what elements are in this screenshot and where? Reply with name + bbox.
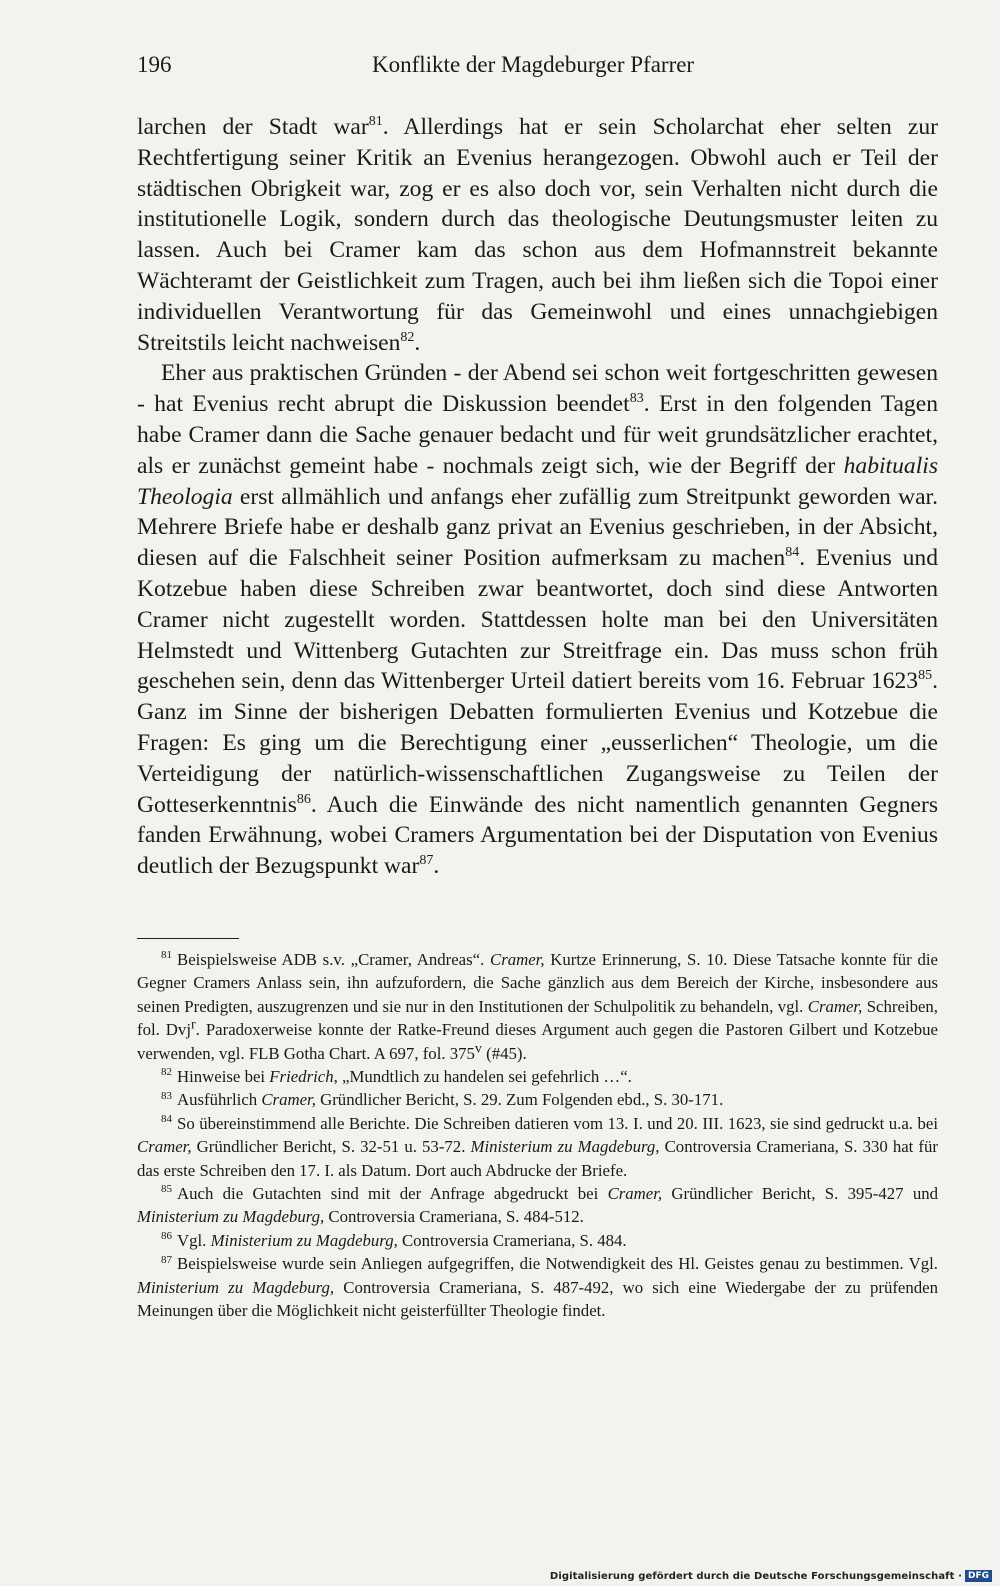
text-run: , „Mundtlich zu handelen sei gefehrlich …“. — [333, 1067, 632, 1087]
superscript: v — [474, 1041, 482, 1057]
text-run: Controversia Crameriana, S. 484-512. — [324, 1207, 584, 1227]
text-run: larchen der Stadt war — [137, 114, 369, 140]
footnote — [137, 1112, 938, 1182]
footnote — [137, 1182, 938, 1229]
footnote — [137, 1229, 938, 1252]
text-run: Gründlicher Bericht, S. 29. Zum Folgenden ebd., S. 30-171. — [315, 1090, 724, 1110]
footnote-number: 87 — [161, 1253, 172, 1266]
text-run: erst allmählich und anfangs eher zufällig zum Streitpunkt geworden war. Mehrere Briefe habe er deshalb ganz privat an Evenius geschrieben, in der Absicht, diesen auf die Falschheit seiner Position aufmerksam zu machen — [137, 483, 938, 572]
footnote — [137, 1065, 938, 1088]
footnote-number: 82 — [161, 1066, 172, 1079]
text-run: So übereinstimmend alle Berichte. Die Schreiben datieren vom 13. I. und 20. III. 1623, sie sind gedruckt u.a. bei — [177, 1113, 938, 1133]
text-run: Eher aus praktischen Gründen - der Abend sei schon weit fortgeschritten gewesen - hat Evenius recht abrupt die Diskussion beendet — [137, 360, 938, 418]
text-run: Kurtze Erinnerung, S. 10. Diese Tatsache konnte für die Gegner Cramers Anlass sein, ihn aufzufordern, die Sache gänzlich aus dem Bereich der Kirche, insbesondere aus seinen Predigten, auszugrenzen und sie nur in den Institutionen der Schulpolitik zu behandeln, vgl. — [137, 950, 938, 1016]
footnotes — [137, 948, 938, 1323]
page-number: 196 — [137, 52, 172, 77]
text-run: Schreiben, fol. Dvj — [137, 996, 938, 1040]
text-run: Hinweise bei — [177, 1067, 270, 1087]
superscript: r — [190, 1017, 196, 1033]
text-run: . — [414, 329, 421, 356]
footnote-number: 81 — [161, 949, 172, 962]
text-run: Controversia Crameriana, S. 330 hat für das erste Schreiben den 17. I. als Datum. Dort auch Abdrucke der Briefe. — [137, 1137, 938, 1180]
text-run: (#45). — [481, 1043, 527, 1063]
footnote-reference[interactable]: 81 — [368, 114, 383, 130]
text-run: . Paradoxerweise konnte der Ratke-Freund dieses Argument auch gegen die Pastoren Gilbert und Kotzebue verwenden, vgl. FLB Gotha Chart. A 697, fol. 375 — [137, 1020, 938, 1063]
text-run: Controversia Crameriana, S. 487-492, wo sich eine Wiedergabe der zu prüfenden Meinungen über die Möglichkeit nicht geisterfüllter Theologie findet. — [137, 1277, 938, 1321]
text-run: Beispielsweise ADB s.v. „Cramer, Andreas“. — [177, 950, 490, 969]
text-run: . Evenius und Kotzebue haben diese Schreiben zwar beantwortet, doch sind diese Antworten Cramer nicht zugestellt worden. Stattdessen holte man bei den Universitäten Helmstedt und Wittenberg Gutachten zur Streitfrage ein. Das muss schon früh geschehen sein, denn das Wittenberger Urteil datiert bereits vom 16. Februar 1623 — [137, 545, 938, 695]
text-run: Beispielsweise wurde sein Anliegen aufgegriffen, die Notwendigkeit des Hl. Geistes genau zu bestimmen. Vgl. — [177, 1254, 938, 1274]
paragraph — [137, 112, 938, 358]
italic-author: Friedrich — [269, 1067, 334, 1087]
italic-author: Cramer, — [807, 996, 863, 1016]
italic-author: Ministerium zu Magdeburg, — [137, 1207, 325, 1227]
text-run: . — [433, 853, 440, 880]
italic-author: Ministerium zu Magdeburg, — [470, 1137, 660, 1157]
footer-credit-bar — [550, 1569, 992, 1583]
footnote-number: 84 — [161, 1113, 172, 1126]
italic-author: Ministerium zu Magdeburg, — [210, 1230, 398, 1250]
footnote — [137, 1252, 938, 1322]
text-run: Ausführlich — [177, 1090, 262, 1110]
text-run: . Erst in den folgenden Tagen habe Cramer dann die Sache genauer bedacht und für weit grundsätzlicher erachtet, als er zunächst gemeint habe - nochmals zeigt sich, wie der Begriff der — [137, 391, 939, 479]
text-run: Vgl. — [177, 1230, 211, 1250]
footnote-number: 83 — [161, 1089, 172, 1102]
text-run: . Ganz im Sinne der bisherigen Debatten formulierten Evenius und Kotzebue die Fragen: Es ging um die Berechtigung einer „eusserlichen“ Theologie, um die Verteidigung der natürlich-wissenschaftlichen Zugangsweise zu Teilen der Gotteserkenntnis — [137, 668, 938, 818]
text-run: Gründlicher Bericht, S. 32-51 u. 53-72. — [191, 1137, 471, 1157]
footnote-number: 86 — [161, 1230, 172, 1243]
main-text — [137, 112, 938, 882]
italic-author: Cramer, — [607, 1184, 663, 1204]
text-run: Controversia Crameriana, S. 484. — [397, 1230, 627, 1250]
footnote-reference[interactable]: 83 — [629, 391, 644, 407]
footnote-reference[interactable]: 82 — [400, 329, 415, 345]
text-run: . Allerdings hat er sein Scholarchat eher selten zur Rechtfertigung seiner Kritik an Evenius herangezogen. Obwohl auch er Teil der städtischen Obrigkeit war, zog er es also doch vor, sein Verhalten nicht durch die institutionelle Logik, sondern durch das theologische Deutungsmuster leiten zu lassen. Auch bei Cramer kam das schon aus dem Hofmannstreit bekannte Wächteramt der Geistlichkeit zum Tragen, auch bei ihm ließen sich die Topoi einer individuellen Verantwortung für das Gemeinwohl und eines unnachgiebigen Streitstils leicht nachweisen — [137, 114, 938, 356]
paragraph — [137, 358, 938, 882]
running-title: Konflikte der Magdeburger Pfarrer — [372, 52, 695, 77]
italic-author: Cramer, — [137, 1137, 192, 1157]
italic-term: habitualis Theologia — [137, 452, 938, 510]
footnote-reference[interactable]: 84 — [785, 545, 800, 561]
text-run: Gründlicher Bericht, S. 395-427 und — [662, 1184, 938, 1204]
footnote — [137, 1088, 938, 1111]
digitization-credit: Digitalisierung gefördert durch die Deutsche Forschungsgemeinschaft · — [549, 1570, 962, 1582]
footnote-reference[interactable]: 86 — [296, 791, 311, 807]
dfg-logo: DFG — [965, 1570, 992, 1582]
italic-author: Ministerium zu Magdeburg, — [137, 1277, 335, 1297]
footnote-number: 85 — [161, 1183, 172, 1196]
footnote-separator — [137, 938, 239, 939]
text-run: Auch die Gutachten sind mit der Anfrage abgedruckt bei — [177, 1184, 608, 1204]
footnote-reference[interactable]: 85 — [918, 668, 933, 684]
footnote-reference[interactable]: 87 — [419, 853, 434, 869]
text-run: . Auch die Einwände des nicht namentlich genannten Gegners fanden Erwähnung, wobei Cramers Argumentation bei der Disputation von Evenius deutlich der Bezugspunkt war — [137, 791, 938, 880]
italic-author: Cramer, — [261, 1090, 316, 1110]
footnote — [137, 948, 938, 1065]
italic-author: Cramer, — [490, 950, 545, 969]
